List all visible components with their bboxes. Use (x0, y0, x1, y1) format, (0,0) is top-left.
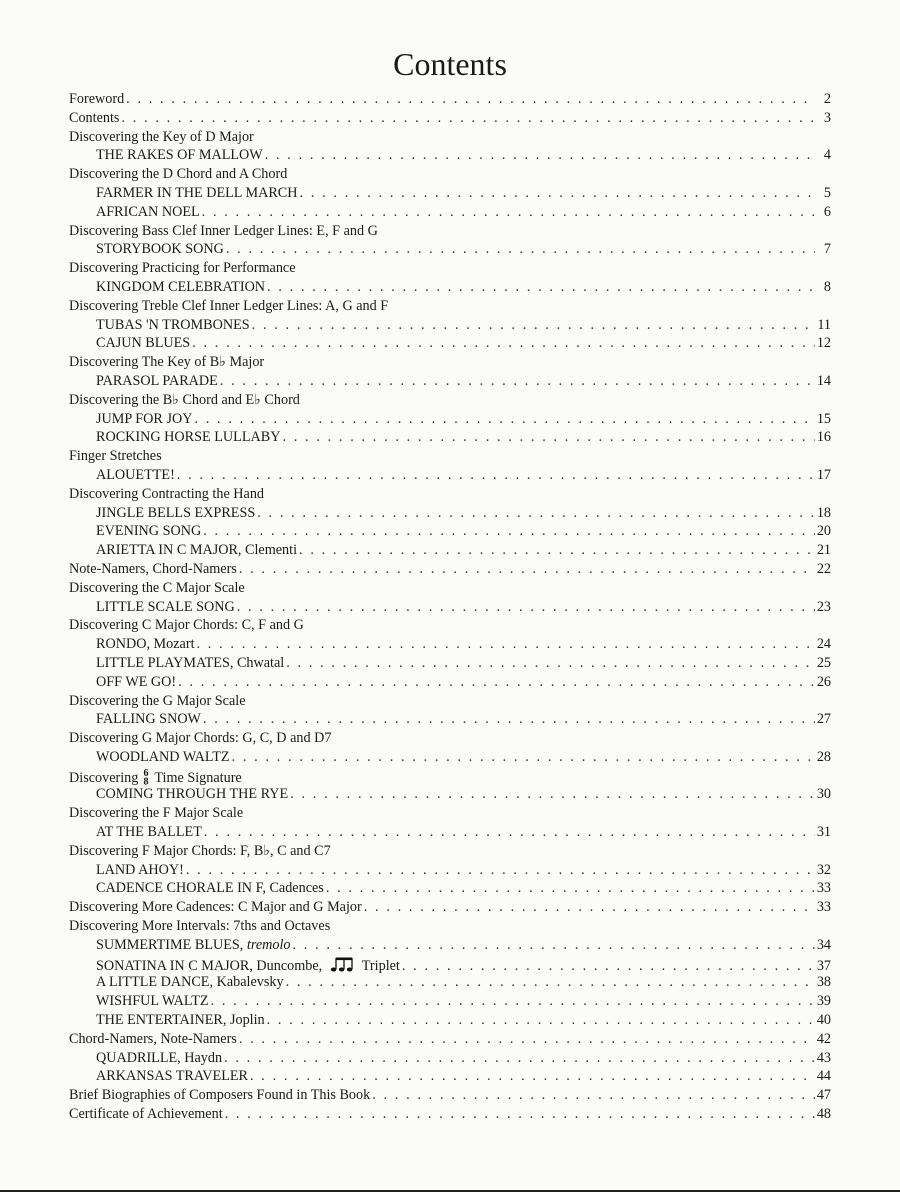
toc-entry-text: Discovering the D Chord and A Chord (69, 166, 288, 183)
toc-page-number: 32 (816, 861, 831, 878)
dot-leader (177, 466, 815, 485)
toc-entry-title (69, 334, 831, 353)
toc-section (69, 222, 831, 241)
dot-leader (192, 334, 815, 353)
toc-entry-label (96, 146, 263, 165)
toc-page-number: 15 (816, 410, 831, 427)
toc-entry-text: TUBAS 'N TROMBONES (96, 316, 250, 333)
toc-section (69, 447, 831, 466)
dot-leader (364, 898, 815, 917)
toc-page-number: 48 (816, 1106, 831, 1123)
triplet-notes-icon (330, 955, 358, 973)
toc-entry-text: Brief Biographies of Composers Found in This Book (69, 1087, 371, 1104)
toc-section (69, 804, 831, 823)
toc-entry-text: CAJUN BLUES (96, 335, 191, 352)
six-eight-time-signature-icon (141, 767, 151, 785)
toc-entry-title (69, 673, 831, 692)
dot-leader (239, 560, 815, 579)
toc-entry-label (69, 579, 245, 598)
toc-entry-label (96, 334, 190, 353)
toc-entry-text: JINGLE BELLS EXPRESS (96, 504, 256, 521)
toc-section (69, 1105, 831, 1124)
toc-entry-label (96, 541, 297, 560)
toc-entry-title (69, 1049, 831, 1068)
toc-entry-text: AFRICAN NOEL (96, 203, 200, 220)
toc-entry-text: PARASOL PARADE (96, 372, 218, 389)
toc-entry-label (96, 635, 195, 654)
toc-section (69, 692, 831, 711)
toc-entry-label (96, 278, 265, 297)
toc-page-number: 33 (816, 880, 831, 897)
toc-page-number: 30 (816, 786, 831, 803)
toc-entry-suffix: Triplet (361, 957, 400, 974)
dot-leader (204, 823, 815, 842)
toc-entry-label (69, 353, 264, 372)
toc-entry-text: THE ENTERTAINER, Joplin (96, 1012, 265, 1029)
toc-entry-text: Discovering Treble Clef Inner Ledger Lines: A, G and F (69, 297, 389, 314)
toc-section (69, 165, 831, 184)
toc-entry-title (69, 598, 831, 617)
toc-page-number: 5 (823, 184, 831, 201)
dot-leader (250, 1067, 815, 1086)
toc-entry-text: Discovering More Intervals: 7ths and Octaves (69, 918, 331, 935)
dot-leader (265, 146, 815, 165)
toc-entry-title (69, 240, 831, 259)
toc-section (69, 353, 831, 372)
toc-entry-text: Discovering G Major Chords: G, C, D and D7 (69, 730, 332, 747)
dot-leader (282, 428, 814, 447)
toc-entry-label (96, 1067, 248, 1086)
dot-leader (220, 372, 815, 391)
dot-leader (224, 1049, 815, 1068)
toc-section (69, 90, 831, 109)
toc-page-number: 20 (816, 523, 831, 540)
toc-entry-title (69, 861, 831, 880)
toc-entry-label (96, 410, 192, 429)
toc-page-number: 43 (816, 1049, 831, 1066)
dot-leader (197, 635, 815, 654)
toc-entry-text: LITTLE SCALE SONG (96, 598, 235, 615)
toc-entry-label (96, 785, 288, 804)
dot-leader (267, 278, 815, 297)
toc-entry-label (96, 184, 298, 203)
toc-entry-text: AT THE BALLET (96, 824, 202, 841)
toc-entry-text: Discovering F Major Chords: F, B♭, C and C7 (69, 842, 331, 859)
toc-entry-text: Chord-Namers, Note-Namers (69, 1030, 237, 1047)
toc-entry-label (69, 165, 287, 184)
toc-section (69, 917, 831, 936)
toc-entry-title (69, 428, 831, 447)
toc-entry-label (96, 955, 400, 976)
toc-page-number: 28 (816, 748, 831, 765)
toc-entry-title (69, 316, 831, 335)
toc-entry-text: ROCKING HORSE LULLABY (96, 429, 281, 446)
toc-section (69, 579, 831, 598)
toc-entry-text: STORYBOOK SONG (96, 241, 224, 258)
dot-leader (290, 785, 815, 804)
toc-page-number: 42 (816, 1030, 831, 1047)
toc-entry-text: ARKANSAS TRAVELER (96, 1068, 249, 1085)
toc-entry-title (69, 635, 831, 654)
toc-entry-text: THE RAKES OF MALLOW (96, 147, 263, 164)
toc-entry-label (69, 109, 119, 128)
toc-entry-label (69, 447, 162, 466)
toc-page-number: 44 (816, 1068, 831, 1085)
toc-entry-text: Discovering the Key of D Major (69, 128, 254, 145)
toc-section (69, 1086, 831, 1105)
toc-entry-text: Discovering C Major Chords: C, F and G (69, 617, 304, 634)
toc-entry-label (96, 316, 250, 335)
toc-entry-label (69, 391, 300, 410)
toc-entry-title (69, 992, 831, 1011)
toc-page-number: 16 (816, 429, 831, 446)
toc-section (69, 109, 831, 128)
toc-page-number: 27 (816, 711, 831, 728)
toc-entry-label (96, 1011, 265, 1030)
toc-entry-title (69, 710, 831, 729)
toc-entry-label (96, 823, 202, 842)
toc-page-number: 24 (816, 636, 831, 653)
toc-page-number: 33 (816, 899, 831, 916)
toc-page-number: 8 (823, 278, 831, 295)
toc-section (69, 128, 831, 147)
toc-entry-title (69, 748, 831, 767)
toc-entry-title (69, 410, 831, 429)
toc-page-number: 37 (816, 957, 831, 974)
toc-entry-text: OFF WE GO! (96, 673, 177, 690)
toc-entry-label (69, 259, 296, 278)
toc-entry-label (69, 767, 242, 788)
dot-leader (267, 1011, 815, 1030)
svg-text:6: 6 (143, 767, 149, 779)
toc-entry-text: Finger Stretches (69, 448, 162, 465)
toc-entry-title (69, 184, 831, 203)
toc-page-number: 12 (816, 335, 831, 352)
toc-entry-text: Foreword (69, 91, 125, 107)
toc-entry-text: A LITTLE DANCE, Kabalevsky (96, 974, 284, 991)
dot-leader (211, 992, 815, 1011)
toc-entry-text: SUMMERTIME BLUES, (96, 936, 244, 953)
toc-entry-text: ALOUETTE! (96, 466, 175, 483)
toc-page-number: 2 (823, 91, 831, 107)
toc-entry-label (69, 222, 378, 241)
dot-leader (326, 879, 815, 898)
dot-leader (121, 109, 815, 128)
toc-entry-label (69, 297, 388, 316)
toc-page-number: 21 (816, 542, 831, 559)
toc-section (69, 1030, 831, 1049)
toc-entry-text: Discovering More Cadences: C Major and G Major (69, 899, 362, 916)
svg-text:8: 8 (143, 776, 149, 785)
toc-entry-text: JUMP FOR JOY (96, 410, 193, 427)
toc-entry-text: QUADRILLE, Haydn (96, 1049, 223, 1066)
toc-entry-label (96, 1049, 222, 1068)
dot-leader (178, 673, 815, 692)
toc-page-number: 25 (816, 654, 831, 671)
toc-page-number: 4 (823, 147, 831, 164)
page-title: Contents (393, 46, 507, 82)
toc-entry-text: Discovering Bass Clef Inner Ledger Lines: E, F and G (69, 222, 378, 239)
toc-section (69, 767, 831, 786)
toc-entry-label (96, 673, 176, 692)
toc-page-number: 26 (816, 673, 831, 690)
toc-entry-text: EVENING SONG (96, 523, 202, 540)
dot-leader (203, 710, 815, 729)
toc-entry-label (96, 504, 255, 523)
toc-entry-title (69, 278, 831, 297)
toc-entry-label (69, 1086, 370, 1105)
toc-entry-label (96, 240, 224, 259)
toc-entry-title (69, 879, 831, 898)
toc-entry-label (96, 710, 201, 729)
toc-entry-label (69, 917, 330, 936)
toc-entry-label (96, 973, 284, 992)
toc-entry-label (69, 485, 264, 504)
toc-entry-title (69, 541, 831, 560)
dot-leader (257, 504, 815, 523)
toc-entry-label (69, 729, 331, 748)
toc-entry-label (69, 1030, 237, 1049)
toc-page-number: 11 (817, 316, 831, 333)
toc-section (69, 898, 831, 917)
toc-section (69, 297, 831, 316)
toc-entry-suffix: Time Signature (154, 769, 242, 786)
toc-entry-title (69, 504, 831, 523)
table-of-contents (69, 90, 831, 1124)
toc-entry-text: FARMER IN THE DELL MARCH (96, 184, 298, 201)
toc-page-number: 31 (816, 824, 831, 841)
toc-entry-title (69, 1067, 831, 1086)
toc-page-number: 39 (816, 993, 831, 1010)
toc-entry-title (69, 936, 831, 955)
toc-entry-text: RONDO, Mozart (96, 636, 195, 653)
toc-entry-title (69, 372, 831, 391)
toc-section (69, 842, 831, 861)
dot-leader (232, 748, 815, 767)
dot-leader (186, 861, 815, 880)
toc-entry-text: Discovering The Key of B♭ Major (69, 354, 265, 371)
toc-page-number: 3 (823, 109, 831, 126)
toc-page-number: 14 (816, 372, 831, 389)
toc-section (69, 485, 831, 504)
toc-entry-text: ARIETTA IN C MAJOR, Clementi (96, 542, 298, 559)
toc-entry-text: SONATINA IN C MAJOR, Duncombe, (96, 957, 323, 974)
toc-entry-text: LAND AHOY! (96, 861, 184, 878)
toc-entry-label (96, 879, 324, 898)
dot-leader (293, 936, 815, 955)
toc-section (69, 259, 831, 278)
dot-leader (286, 654, 815, 673)
toc-section (69, 729, 831, 748)
toc-entry-text: LITTLE PLAYMATES, Chwatal (96, 654, 285, 671)
toc-page-number: 38 (816, 974, 831, 991)
toc-entry-label (96, 428, 280, 447)
dot-leader (299, 541, 815, 560)
dot-leader (226, 240, 815, 259)
toc-entry-label (69, 90, 124, 109)
toc-entry-label (96, 861, 184, 880)
toc-entry-label (96, 654, 284, 673)
toc-entry-text: Discovering Contracting the Hand (69, 485, 265, 502)
toc-page-number: 22 (816, 560, 831, 577)
dot-leader (202, 203, 815, 222)
toc-entry-label (96, 748, 230, 767)
toc-entry-title (69, 955, 831, 974)
toc-entry-text: Certificate of Achievement (69, 1106, 223, 1123)
dot-leader (252, 316, 815, 335)
toc-entry-text: COMING THROUGH THE RYE (96, 786, 289, 803)
dot-leader (194, 410, 814, 429)
toc-entry-label (69, 616, 304, 635)
toc-page-number: 18 (816, 504, 831, 521)
toc-entry-text: CADENCE CHORALE IN F, Cadences (96, 880, 324, 897)
dot-leader (126, 90, 815, 109)
toc-entry-label (96, 203, 200, 222)
toc-page-number: 40 (816, 1012, 831, 1029)
dot-leader (372, 1086, 815, 1105)
dot-leader (237, 598, 815, 617)
toc-page-number: 34 (816, 936, 831, 953)
toc-entry-label (69, 842, 331, 861)
toc-entry-label (69, 560, 237, 579)
toc-entry-title (69, 466, 831, 485)
toc-section (69, 391, 831, 410)
toc-page-number: 6 (823, 203, 831, 220)
toc-entry-title (69, 823, 831, 842)
toc-entry-label (69, 128, 254, 147)
toc-section (69, 616, 831, 635)
toc-entry-title (69, 973, 831, 992)
toc-entry-text: Discovering the F Major Scale (69, 805, 244, 822)
toc-entry-text: Discovering the G Major Scale (69, 692, 246, 709)
toc-entry-text: Discovering Practicing for Performance (69, 260, 296, 277)
dot-leader (300, 184, 815, 203)
toc-entry-title (69, 203, 831, 222)
toc-entry-text: Note-Namers, Chord-Namers (69, 560, 237, 577)
toc-entry-title (69, 785, 831, 804)
toc-entry-text: KINGDOM CELEBRATION (96, 278, 266, 295)
toc-entry-title (69, 654, 831, 673)
toc-entry-label (96, 598, 235, 617)
dot-leader (203, 522, 815, 541)
toc-entry-label (96, 936, 291, 955)
toc-section (69, 560, 831, 579)
toc-page-number: 7 (823, 241, 831, 258)
toc-entry-italic: tremolo (246, 936, 291, 953)
toc-entry-text: Discovering the B♭ Chord and E♭ Chord (69, 391, 300, 408)
toc-page-number: 47 (816, 1087, 831, 1104)
dot-leader (239, 1030, 815, 1049)
toc-entry-title (69, 522, 831, 541)
toc-entry-label (69, 1105, 223, 1124)
toc-entry-text: WOODLAND WALTZ (96, 748, 230, 765)
toc-entry-text: WISHFUL WALTZ (96, 993, 209, 1010)
toc-entry-label (69, 692, 246, 711)
toc-entry-text: Contents (69, 109, 120, 126)
toc-page-number: 23 (816, 598, 831, 615)
toc-entry-text: Discovering (69, 769, 139, 786)
toc-entry-title (69, 1011, 831, 1030)
toc-entry-label (96, 522, 201, 541)
toc-entry-text: Discovering the C Major Scale (69, 579, 245, 596)
toc-entry-label (96, 372, 218, 391)
dot-leader (225, 1105, 815, 1124)
dot-leader (286, 973, 815, 992)
toc-entry-label (96, 992, 209, 1011)
toc-entry-title (69, 146, 831, 165)
toc-entry-label (69, 898, 362, 917)
toc-entry-text: FALLING SNOW (96, 711, 201, 728)
toc-entry-label (96, 466, 175, 485)
toc-entry-label (69, 804, 243, 823)
toc-page-number: 17 (816, 466, 831, 483)
